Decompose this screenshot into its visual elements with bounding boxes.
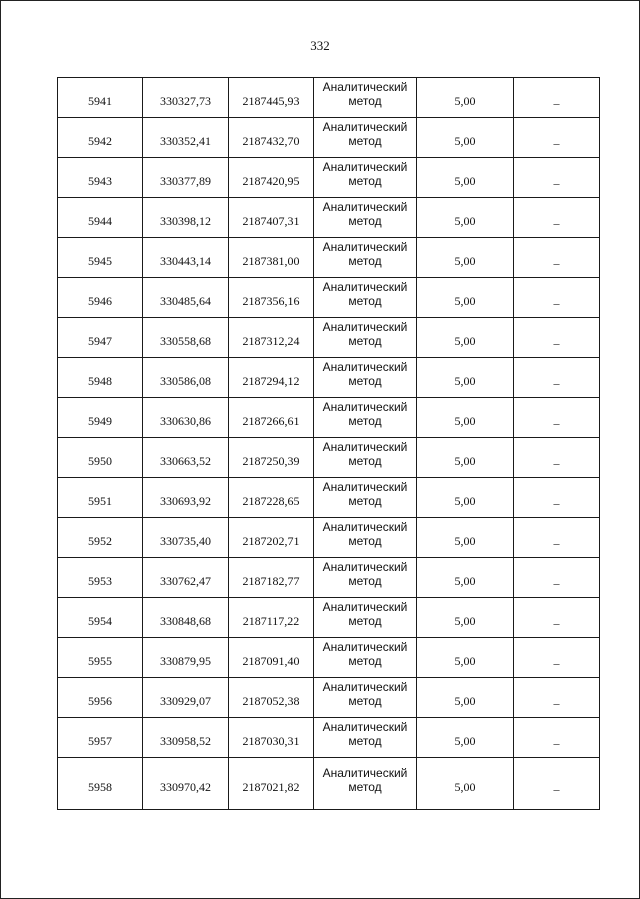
y-coordinate-cell	[229, 118, 314, 158]
note-cell	[514, 158, 600, 198]
point-number-cell-text: 5953	[88, 573, 112, 588]
note-cell-text: –	[553, 135, 560, 150]
y-coordinate-cell	[229, 278, 314, 318]
x-coordinate-cell	[143, 718, 229, 758]
point-number-cell	[58, 78, 143, 118]
method-cell	[314, 118, 417, 158]
method-cell	[314, 278, 417, 318]
table-row	[58, 558, 600, 598]
x-coordinate-cell	[143, 638, 229, 678]
point-number-cell	[58, 278, 143, 318]
point-number-cell	[58, 678, 143, 718]
y-coordinate-cell-text: 2187117,22	[242, 613, 300, 628]
y-coordinate-cell	[229, 318, 314, 358]
x-coordinate-cell-text: 330443,14	[160, 253, 211, 268]
x-coordinate-cell-text: 330970,42	[160, 779, 211, 794]
accuracy-cell	[417, 758, 514, 810]
accuracy-cell	[417, 718, 514, 758]
note-cell	[514, 638, 600, 678]
point-number-cell-text: 5950	[88, 453, 112, 468]
point-number-cell	[58, 158, 143, 198]
point-number-cell	[58, 558, 143, 598]
y-coordinate-cell	[229, 78, 314, 118]
x-coordinate-cell-text: 330735,40	[160, 533, 211, 548]
coordinates-table-body	[58, 78, 600, 810]
table-row	[58, 198, 600, 238]
note-cell	[514, 598, 600, 638]
note-cell	[514, 238, 600, 278]
note-cell-text: –	[553, 415, 560, 430]
y-coordinate-cell-text: 2187052,38	[242, 693, 300, 708]
method-cell-text: Аналитический метод	[322, 439, 408, 468]
accuracy-cell	[417, 358, 514, 398]
x-coordinate-cell	[143, 358, 229, 398]
method-cell-text: Аналитический метод	[322, 159, 408, 188]
method-cell-text: Аналитический метод	[322, 359, 408, 388]
point-number-cell	[58, 318, 143, 358]
accuracy-cell-text: 5,00	[454, 133, 476, 148]
method-cell-text: Аналитический метод	[322, 679, 408, 708]
accuracy-cell-text: 5,00	[454, 653, 476, 668]
note-cell	[514, 478, 600, 518]
y-coordinate-cell	[229, 398, 314, 438]
method-cell	[314, 238, 417, 278]
x-coordinate-cell-text: 330929,07	[160, 693, 211, 708]
note-cell-text: –	[553, 375, 560, 390]
note-cell	[514, 198, 600, 238]
accuracy-cell-text: 5,00	[454, 779, 476, 794]
note-cell-text: –	[553, 215, 560, 230]
x-coordinate-cell	[143, 438, 229, 478]
accuracy-cell	[417, 518, 514, 558]
method-cell-text: Аналитический метод	[322, 479, 408, 508]
point-number-cell-text: 5941	[88, 93, 112, 108]
method-cell	[314, 158, 417, 198]
accuracy-cell	[417, 158, 514, 198]
accuracy-cell-text: 5,00	[454, 413, 476, 428]
point-number-cell-text: 5946	[88, 293, 112, 308]
method-cell	[314, 718, 417, 758]
point-number-cell	[58, 198, 143, 238]
point-number-cell-text: 5954	[88, 613, 112, 628]
point-number-cell-text: 5948	[88, 373, 112, 388]
x-coordinate-cell	[143, 598, 229, 638]
point-number-cell	[58, 358, 143, 398]
point-number-cell-text: 5944	[88, 213, 112, 228]
accuracy-cell-text: 5,00	[454, 93, 476, 108]
x-coordinate-cell	[143, 478, 229, 518]
point-number-cell-text: 5947	[88, 333, 112, 348]
accuracy-cell-text: 5,00	[454, 253, 476, 268]
method-cell	[314, 198, 417, 238]
method-cell-text: Аналитический метод	[322, 639, 408, 668]
table-row	[58, 78, 600, 118]
point-number-cell	[58, 118, 143, 158]
accuracy-cell	[417, 78, 514, 118]
method-cell	[314, 358, 417, 398]
method-cell-text: Аналитический метод	[322, 399, 408, 428]
accuracy-cell	[417, 598, 514, 638]
point-number-cell-text: 5955	[88, 653, 112, 668]
accuracy-cell	[417, 478, 514, 518]
table-row	[58, 358, 600, 398]
table-row	[58, 238, 600, 278]
x-coordinate-cell-text: 330485,64	[160, 293, 211, 308]
table-row	[58, 398, 600, 438]
x-coordinate-cell-text: 330848,68	[160, 613, 211, 628]
x-coordinate-cell	[143, 198, 229, 238]
y-coordinate-cell-text: 2187021,82	[242, 779, 300, 794]
table-row	[58, 278, 600, 318]
method-cell	[314, 398, 417, 438]
y-coordinate-cell	[229, 358, 314, 398]
method-cell	[314, 598, 417, 638]
y-coordinate-cell-text: 2187250,39	[242, 453, 300, 468]
accuracy-cell-text: 5,00	[454, 573, 476, 588]
method-cell	[314, 638, 417, 678]
x-coordinate-cell-text: 330398,12	[160, 213, 211, 228]
method-cell-text: Аналитический метод	[322, 719, 408, 748]
point-number-cell	[58, 478, 143, 518]
table-row	[58, 598, 600, 638]
method-cell	[314, 318, 417, 358]
y-coordinate-cell-text: 2187202,71	[242, 533, 300, 548]
note-cell-text: –	[553, 575, 560, 590]
x-coordinate-cell	[143, 158, 229, 198]
point-number-cell	[58, 438, 143, 478]
y-coordinate-cell-text: 2187356,16	[242, 293, 300, 308]
point-number-cell-text: 5943	[88, 173, 112, 188]
note-cell-text: –	[553, 335, 560, 350]
note-cell	[514, 278, 600, 318]
x-coordinate-cell-text: 330879,95	[160, 653, 211, 668]
accuracy-cell-text: 5,00	[454, 613, 476, 628]
y-coordinate-cell-text: 2187091,40	[242, 653, 300, 668]
y-coordinate-cell	[229, 558, 314, 598]
table-row	[58, 438, 600, 478]
x-coordinate-cell-text: 330762,47	[160, 573, 211, 588]
x-coordinate-cell	[143, 558, 229, 598]
y-coordinate-cell	[229, 518, 314, 558]
accuracy-cell	[417, 438, 514, 478]
x-coordinate-cell	[143, 278, 229, 318]
coordinates-table	[57, 77, 600, 810]
x-coordinate-cell-text: 330663,52	[160, 453, 211, 468]
method-cell-text: Аналитический метод	[322, 199, 408, 228]
method-cell	[314, 78, 417, 118]
note-cell-text: –	[553, 695, 560, 710]
point-number-cell-text: 5951	[88, 493, 112, 508]
table-row	[58, 478, 600, 518]
note-cell-text: –	[553, 615, 560, 630]
accuracy-cell	[417, 318, 514, 358]
y-coordinate-cell-text: 2187381,00	[242, 253, 300, 268]
accuracy-cell-text: 5,00	[454, 733, 476, 748]
note-cell-text: –	[553, 655, 560, 670]
x-coordinate-cell	[143, 758, 229, 810]
table-row	[58, 638, 600, 678]
x-coordinate-cell	[143, 318, 229, 358]
y-coordinate-cell-text: 2187312,24	[242, 333, 300, 348]
accuracy-cell	[417, 678, 514, 718]
x-coordinate-cell	[143, 78, 229, 118]
note-cell	[514, 718, 600, 758]
note-cell	[514, 438, 600, 478]
point-number-cell	[58, 638, 143, 678]
y-coordinate-cell-text: 2187228,65	[242, 493, 300, 508]
note-cell-text: –	[553, 535, 560, 550]
table-row	[58, 678, 600, 718]
x-coordinate-cell-text: 330352,41	[160, 133, 211, 148]
x-coordinate-cell	[143, 118, 229, 158]
x-coordinate-cell	[143, 518, 229, 558]
x-coordinate-cell-text: 330558,68	[160, 333, 211, 348]
note-cell-text: –	[553, 495, 560, 510]
point-number-cell-text: 5956	[88, 693, 112, 708]
point-number-cell	[58, 598, 143, 638]
note-cell-text: –	[553, 175, 560, 190]
x-coordinate-cell-text: 330377,89	[160, 173, 211, 188]
accuracy-cell	[417, 398, 514, 438]
note-cell-text: –	[553, 735, 560, 750]
method-cell	[314, 758, 417, 810]
y-coordinate-cell	[229, 638, 314, 678]
table-row	[58, 758, 600, 810]
note-cell	[514, 518, 600, 558]
method-cell-text: Аналитический метод	[322, 559, 408, 588]
accuracy-cell-text: 5,00	[454, 693, 476, 708]
method-cell	[314, 678, 417, 718]
accuracy-cell-text: 5,00	[454, 533, 476, 548]
y-coordinate-cell-text: 2187182,77	[242, 573, 300, 588]
accuracy-cell-text: 5,00	[454, 453, 476, 468]
method-cell-text: Аналитический метод	[322, 599, 408, 628]
accuracy-cell	[417, 558, 514, 598]
y-coordinate-cell-text: 2187445,93	[242, 93, 300, 108]
point-number-cell	[58, 518, 143, 558]
table-row	[58, 718, 600, 758]
table-row	[58, 518, 600, 558]
accuracy-cell-text: 5,00	[454, 333, 476, 348]
y-coordinate-cell	[229, 598, 314, 638]
note-cell	[514, 398, 600, 438]
y-coordinate-cell-text: 2187294,12	[242, 373, 300, 388]
x-coordinate-cell-text: 330958,52	[160, 733, 211, 748]
point-number-cell-text: 5945	[88, 253, 112, 268]
accuracy-cell	[417, 118, 514, 158]
note-cell	[514, 678, 600, 718]
method-cell	[314, 438, 417, 478]
y-coordinate-cell	[229, 758, 314, 810]
x-coordinate-cell	[143, 398, 229, 438]
note-cell	[514, 318, 600, 358]
point-number-cell	[58, 758, 143, 810]
x-coordinate-cell-text: 330586,08	[160, 373, 211, 388]
method-cell	[314, 518, 417, 558]
accuracy-cell	[417, 278, 514, 318]
y-coordinate-cell-text: 2187420,95	[242, 173, 300, 188]
point-number-cell-text: 5957	[88, 733, 112, 748]
method-cell	[314, 478, 417, 518]
y-coordinate-cell	[229, 718, 314, 758]
method-cell-text: Аналитический метод	[322, 319, 408, 348]
y-coordinate-cell	[229, 678, 314, 718]
x-coordinate-cell	[143, 678, 229, 718]
accuracy-cell-text: 5,00	[454, 373, 476, 388]
note-cell	[514, 118, 600, 158]
method-cell-text: Аналитический метод	[322, 279, 408, 308]
method-cell-text: Аналитический метод	[322, 79, 408, 108]
y-coordinate-cell-text: 2187407,31	[242, 213, 300, 228]
point-number-cell	[58, 398, 143, 438]
y-coordinate-cell	[229, 198, 314, 238]
page-number: 332	[310, 38, 330, 53]
note-cell-text: –	[553, 255, 560, 270]
note-cell	[514, 358, 600, 398]
accuracy-cell-text: 5,00	[454, 173, 476, 188]
accuracy-cell-text: 5,00	[454, 213, 476, 228]
point-number-cell-text: 5949	[88, 413, 112, 428]
y-coordinate-cell-text: 2187030,31	[242, 733, 300, 748]
y-coordinate-cell	[229, 478, 314, 518]
x-coordinate-cell-text: 330693,92	[160, 493, 211, 508]
note-cell-text: –	[553, 295, 560, 310]
x-coordinate-cell-text: 330630,86	[160, 413, 211, 428]
table-row	[58, 158, 600, 198]
method-cell	[314, 558, 417, 598]
table-row	[58, 318, 600, 358]
point-number-cell-text: 5942	[88, 133, 112, 148]
accuracy-cell-text: 5,00	[454, 493, 476, 508]
y-coordinate-cell	[229, 158, 314, 198]
method-cell-text: Аналитический метод	[322, 239, 408, 268]
note-cell	[514, 78, 600, 118]
y-coordinate-cell-text: 2187266,61	[242, 413, 300, 428]
note-cell-text: –	[553, 95, 560, 110]
accuracy-cell	[417, 198, 514, 238]
note-cell	[514, 758, 600, 810]
accuracy-cell	[417, 238, 514, 278]
method-cell-text: Аналитический метод	[322, 119, 408, 148]
y-coordinate-cell-text: 2187432,70	[242, 133, 300, 148]
y-coordinate-cell	[229, 438, 314, 478]
x-coordinate-cell	[143, 238, 229, 278]
point-number-cell-text: 5952	[88, 533, 112, 548]
point-number-cell	[58, 238, 143, 278]
method-cell-text: Аналитический метод	[322, 765, 408, 794]
note-cell	[514, 558, 600, 598]
note-cell-text: –	[553, 455, 560, 470]
point-number-cell-text: 5958	[88, 779, 112, 794]
method-cell-text: Аналитический метод	[322, 519, 408, 548]
table-row	[58, 118, 600, 158]
accuracy-cell-text: 5,00	[454, 293, 476, 308]
x-coordinate-cell-text: 330327,73	[160, 93, 211, 108]
note-cell-text: –	[553, 781, 560, 796]
y-coordinate-cell	[229, 238, 314, 278]
point-number-cell	[58, 718, 143, 758]
accuracy-cell	[417, 638, 514, 678]
